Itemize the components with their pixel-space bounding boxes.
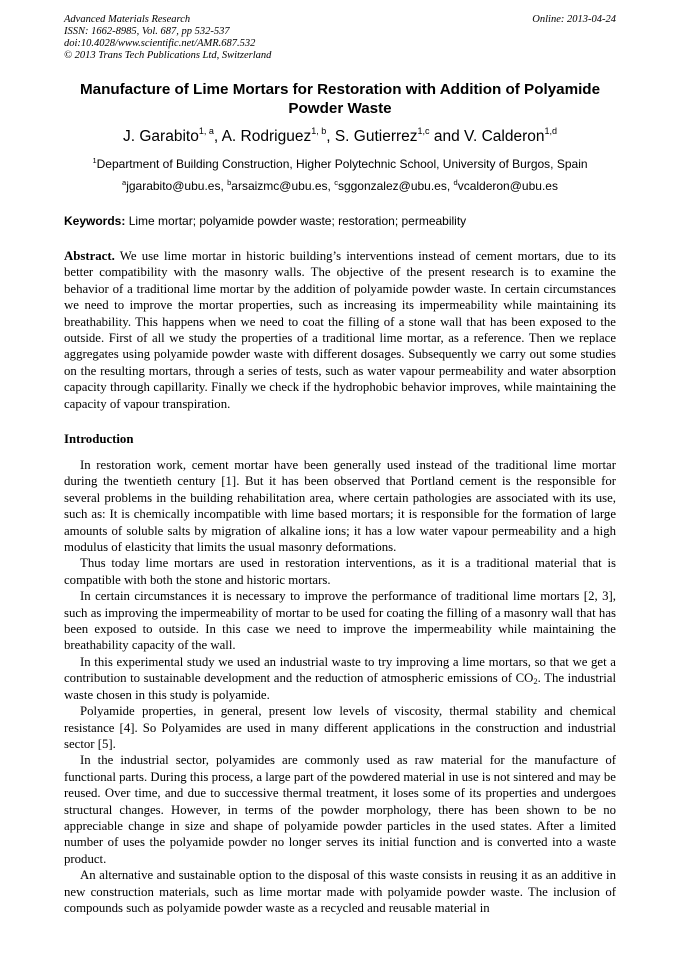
author-affiliation-mark: 1, a — [198, 126, 214, 136]
author-name: J. Garabito — [123, 128, 199, 145]
email-address[interactable]: vcalderon@ubu.es — [457, 179, 558, 193]
author-affiliation-mark: 1,d — [544, 126, 557, 136]
email-mark: d — [453, 178, 458, 187]
paragraph: In restoration work, cement mortar have been generally used instead of the traditional lime mortar during the twentieth century [1]. But it has been observed that Portland cement is the responsible for several problems in the building rehabilitation area, where certain pathologies are associated with its use, such as: It is chemically incompatible with lime based mortars; it is responsible for the formation of large amounts of soluble salts by migration of alkaline ions; it has a low water vapour permeability and a high modulus of elasticity that limits the usual masonry deformations. — [64, 458, 616, 555]
paragraph — [64, 654, 616, 703]
author-name: V. Calderon — [464, 128, 545, 145]
author-separator: and — [429, 128, 465, 145]
affiliation-mark: 1 — [92, 156, 97, 165]
journal-header — [64, 14, 616, 62]
paragraph: In the industrial sector, polyamides are commonly used as raw material for the manufacture of functional parts. During this process, a large part of the powdered material in use is not sintered and may be reused. Over time, and due to successive thermal treatment, it loses some of its properties and undergoes structural changes. However, in terms of the powder morphology, there has been shown to be no appreciable change in size and shape of polyamide powder particles in the used states. After a limited number of uses the polyamide powder no longer serves its initial function and is converted into a waste product. — [64, 753, 616, 866]
email-mark: c — [334, 178, 338, 187]
author-separator: , — [213, 128, 222, 145]
email-mark: a — [122, 178, 127, 187]
email-address[interactable]: arsaizmc@ubu.es — [231, 179, 328, 193]
keywords-label: Keywords: — [64, 214, 126, 228]
journal-doi: doi:10.4028/www.scientific.net/AMR.687.532 — [64, 38, 256, 49]
section-heading-introduction: Introduction — [64, 432, 134, 446]
author-list — [64, 127, 616, 147]
email-address[interactable]: jgarabito@ubu.es — [126, 179, 221, 193]
abstract-label: Abstract. — [64, 249, 115, 263]
subscript: 2 — [533, 676, 538, 687]
keywords-text: Lime mortar; polyamide powder waste; restoration; permeability — [128, 214, 467, 228]
paper-title: Manufacture of Lime Mortars for Restoration with Addition of Polyamide Powder Waste — [79, 81, 601, 117]
paragraph: Thus today lime mortars are used in restoration interventions, as it is a traditional material that is compatible with both the stone and historic mortars. — [64, 556, 616, 587]
author-name: A. Rodriguez — [221, 128, 312, 145]
author-affiliation-mark: 1, b — [311, 126, 327, 136]
affiliation — [64, 157, 616, 172]
email-mark: b — [227, 178, 232, 187]
author-separator: , — [326, 128, 335, 145]
paragraph-text: . The industrial waste chosen in this study is polyamide. — [64, 671, 616, 702]
introduction-body — [64, 457, 616, 916]
email-list: $^a$jgarabito@ubu.es, $^b$arsaizmc@ubu.es, $^c$sggonzalez@ubu.es, $^d$vcalderon@ubu.es — [122, 178, 558, 193]
abstract-text: We use lime mortar in historic building’s interventions instead of cement mortars, due to its better compatibility with the masonry walls. The objective of the present research is to examine the behavior of a traditional lime mortar by the addition of polyamide powder waste. In certain circumstances we need to improve the mortar properties, such as increasing its impermeability while maintaining its breathability. This happens when we need to coat the filling of a stone wall that has been exposed to the outside. First of all we study the properties of a traditional lime mortar, as a reference. Then we replace aggregates using polyamide powder waste with different dosages. Subsequently we carry out some studies on the resulting mortars, through a series of tests, such as water vapour permeability and water absorption capacity through capillarity. Finally we check if the hydrophobic behavior improves, while maintaining the capacity of vapour transpiration. — [64, 249, 616, 411]
paragraph: Polyamide properties, in general, present low levels of viscosity, thermal stability and chemical resistance [4]. So Polyamides are used in many different applications in the construction and industrial sector [5]. — [64, 704, 616, 751]
paragraph: An alternative and sustainable option to the disposal of this waste consists in reusing it as an additive in new construction materials, such as lime mortar made with polyamide powder waste. The inclusion of compounds such as polyamide powder waste as a recycled and reusable material in — [64, 868, 616, 915]
email-address[interactable]: sggonzalez@ubu.es — [337, 179, 447, 193]
keywords — [64, 214, 616, 229]
paragraph-text: In this experimental study we used an industrial waste to try improving a lime mortars, so that we get a contribution to sustainable development and the reduction of atmospheric emissions of CO — [64, 654, 616, 686]
author-affiliation-mark: 1,c — [417, 126, 430, 136]
abstract — [64, 248, 616, 412]
journal-copyright: © 2013 Trans Tech Publications Ltd, Switzerland — [64, 50, 272, 61]
online-date: Online: 2013-04-24 — [532, 14, 616, 25]
paragraph: In certain circumstances it is necessary to improve the performance of traditional lime mortars [2, 3], such as improving the impermeability of mortar to be used for coating the filling of a masonry wall that has been exposed to outside. In this case we need to improve the impermeability while maintaining the breathability capacity of the wall. — [64, 589, 616, 653]
journal-name: Advanced Materials Research — [64, 14, 191, 25]
journal-issn: ISSN: 1662-8985, Vol. 687, pp 532-537 — [64, 26, 230, 37]
author-name: S. Gutierrez — [334, 128, 418, 145]
affiliation-text: Department of Building Construction, Higher Polytechnic School, University of Burgos, Spain — [96, 157, 588, 171]
